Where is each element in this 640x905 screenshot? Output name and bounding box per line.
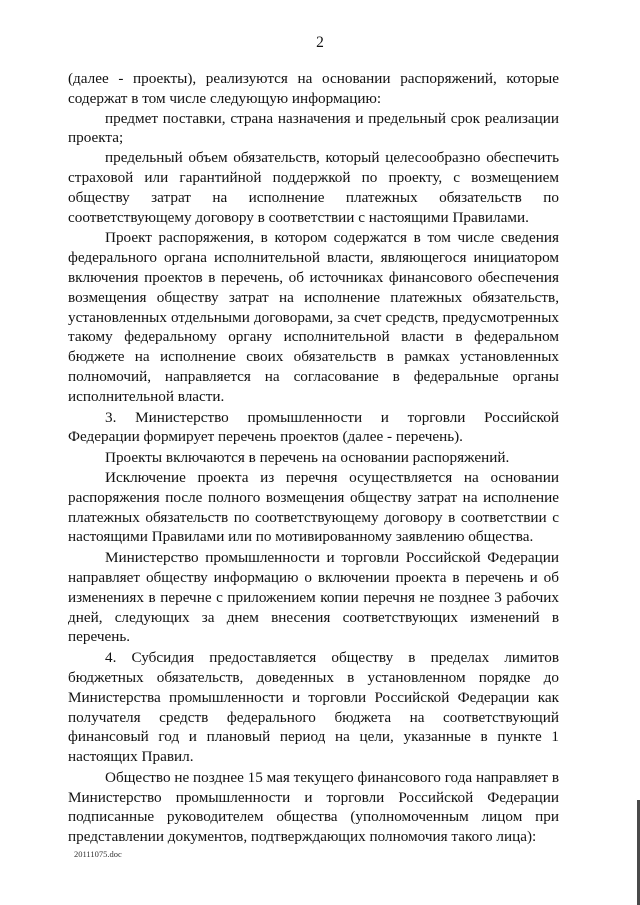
paragraph-ministry-notice: Министерство промышленности и торговли Российской Федерации направляет обществу информацию о включении проекта в перечень и об изменениях в перечне с приложением копии перечня не позднее 3 рабочих дней, следующих за днем внесения соответствующих изменений в перечень. (68, 549, 559, 646)
page-number: 2 (316, 34, 324, 51)
paragraph-projects-included: Проекты включаются в перечень на основании распоряжений. (105, 449, 510, 467)
footer-file-code: 20111075.doc (74, 849, 122, 859)
paragraph-draft-order: Проект распоряжения, в котором содержатся в том числе сведения федерального органа исполнительной власти, являющегося инициатором включения проектов в перечень, об источниках финансового обеспечения возмещения обществу затрат на исполнение платежных обязательств, установленных отдельными договорами, за счет средств, предусмотренных такому федеральному органу исполнительной власти в федеральном бюджете на исполнение своих обязательств в рамках установленных полномочий, направляется на согласование в федеральные органы исполнительной власти. (68, 229, 559, 405)
document-body (68, 69, 559, 847)
paragraph-obligation-limit: предельный объем обязательств, который целесообразно обеспечить страховой или гарантийной поддержкой по проекту, с возмещением обществу затрат на исполнение платежных обязательств по соответствующему договору в соответствии с настоящими Правилами. (68, 149, 559, 226)
paragraph-clause-4: 4. Субсидия предоставляется обществу в пределах лимитов бюджетных обязательств, доведенных в установленном порядке до Министерства промышленности и торговли Российской Федерации как получателя средств федерального бюджета на соответствующий финансовый год и плановый период на цели, указанные в пункте 1 настоящих Правил. (68, 649, 559, 766)
paragraph-intro: (далее - проекты), реализуются на основании распоряжений, которые содержат в том числе следующую информацию: (68, 70, 559, 107)
paragraph-delivery-subject: предмет поставки, страна назначения и предельный срок реализации проекта; (68, 109, 559, 147)
paragraph-submission-deadline: Общество не позднее 15 мая текущего финансового года направляет в Министерство промышленности и торговли Российской Федерации подписанные руководителем общества (уполномоченным лицом при представлении документов, подтверждающих полномочия такого лица): (68, 768, 559, 846)
paragraph-clause-3: 3. Министерство промышленности и торговли Российской Федерации формирует перечень проектов (далее - перечень). (68, 408, 559, 446)
paragraph-project-exclusion: Исключение проекта из перечня осуществляется на основании распоряжения после полного возмещения обществу затрат на исполнение платежных обязательств по соответствующему договору в соответствии с настоящими Правилами или по мотивированному заявлению общества. (68, 468, 559, 546)
